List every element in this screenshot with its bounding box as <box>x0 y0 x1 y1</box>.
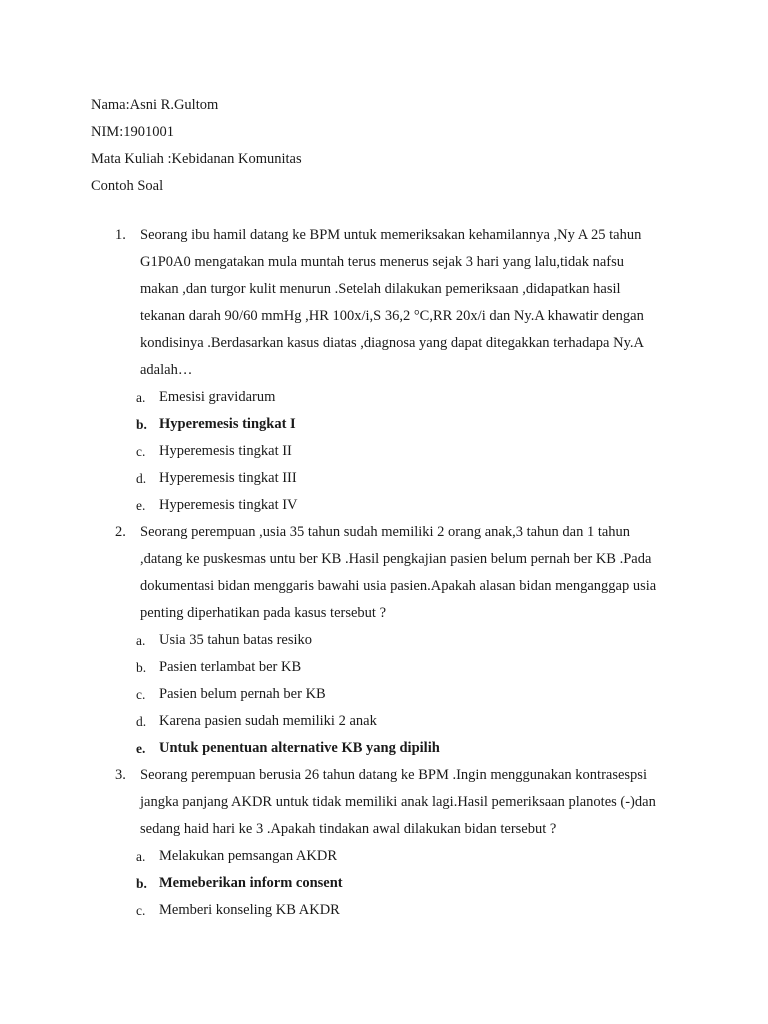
answer-option <box>0 492 768 519</box>
student-nim: NIM:1901001 <box>91 124 174 140</box>
student-header <box>91 92 302 200</box>
option-text: Hyperemesis tingkat III <box>159 470 297 486</box>
option-letter: e. <box>136 498 146 513</box>
option-text: Memeberikan inform consent <box>159 875 343 891</box>
answer-option <box>0 843 768 870</box>
question-text-line: G1P0A0 mengatakan mula muntah terus menerus sejak 3 hari yang lalu,tidak nafsu <box>140 254 625 270</box>
option-letter: d. <box>136 471 147 486</box>
answer-option <box>0 438 768 465</box>
question-list <box>0 222 768 924</box>
question-3 <box>0 762 768 924</box>
option-text: Hyperemesis tingkat II <box>159 443 292 459</box>
answer-options <box>0 384 768 519</box>
option-letter: e. <box>136 741 146 756</box>
option-text: Usia 35 tahun batas resiko <box>159 632 313 648</box>
option-text: Memberi konseling KB AKDR <box>159 902 340 918</box>
answer-options <box>0 843 768 924</box>
question-text-line: sedang haid hari ke 3 .Apakah tindakan awal dilakukan bidan tersebut ? <box>140 821 557 837</box>
option-text: Melakukan pemsangan AKDR <box>159 848 337 864</box>
question-text-line: makan ,dan turgor kulit menurun .Setelah dilakukan pemeriksaan ,didapatkan hasil <box>140 281 621 297</box>
question-text-line: Seorang perempuan berusia 26 tahun datang ke BPM .Ingin menggunakan kontrasespsi <box>140 767 647 783</box>
answer-option <box>0 465 768 492</box>
option-text: Pasien belum pernah ber KB <box>159 686 326 702</box>
answer-option <box>0 627 768 654</box>
option-letter: b. <box>136 660 147 675</box>
option-letter: a. <box>136 390 146 405</box>
question-text-line: Seorang ibu hamil datang ke BPM untuk memeriksakan kehamilannya ,Ny A 25 tahun <box>140 227 642 243</box>
question-text-line: kondisinya .Berdasarkan kasus diatas ,diagnosa yang dapat ditegakkan terhadapa Ny.A <box>140 335 644 351</box>
option-text: Hyperemesis tingkat I <box>159 416 296 432</box>
option-text: Karena pasien sudah memiliki 2 anak <box>159 713 377 729</box>
answer-option-correct <box>0 411 768 438</box>
answer-options <box>0 627 768 762</box>
question-text <box>140 222 680 384</box>
answer-option-correct <box>0 735 768 762</box>
answer-option <box>0 681 768 708</box>
option-letter: c. <box>136 444 146 459</box>
question-text-line: dokumentasi bidan menggaris bawahi usia pasien.Apakah alasan bidan menganggap usia <box>140 578 657 594</box>
question-text-line: penting diperhatikan pada kasus tersebut ? <box>140 605 387 621</box>
option-letter: a. <box>136 633 146 648</box>
option-letter: b. <box>136 876 147 891</box>
answer-option <box>0 654 768 681</box>
option-text: Hyperemesis tingkat IV <box>159 497 298 513</box>
course-name: Mata Kuliah :Kebidanan Komunitas <box>91 151 302 167</box>
answer-option <box>0 384 768 411</box>
question-text-line: jangka panjang AKDR untuk tidak memiliki anak lagi.Hasil pemeriksaan planotes (-)dan <box>140 794 656 810</box>
student-name: Nama:Asni R.Gultom <box>91 97 219 113</box>
document-title: Contoh Soal <box>91 178 164 194</box>
option-letter: c. <box>136 903 146 918</box>
question-1 <box>0 222 768 519</box>
option-letter: d. <box>136 714 147 729</box>
question-2 <box>0 519 768 762</box>
question-number: 1. <box>115 227 126 243</box>
question-text <box>140 762 680 843</box>
question-number: 2. <box>115 524 126 540</box>
question-number: 3. <box>115 767 126 783</box>
answer-option <box>0 897 768 924</box>
option-text: Emesisi gravidarum <box>159 389 276 405</box>
answer-option-correct <box>0 870 768 897</box>
question-text-line: ,datang ke puskesmas untu ber KB .Hasil pengkajian pasien belum pernah ber KB .Pada <box>140 551 652 567</box>
question-text <box>140 519 680 627</box>
option-text: Untuk penentuan alternative KB yang dipilih <box>159 740 440 756</box>
option-letter: b. <box>136 417 147 432</box>
option-letter: a. <box>136 849 146 864</box>
option-text: Pasien terlambat ber KB <box>159 659 302 675</box>
answer-option <box>0 708 768 735</box>
question-text-line: Seorang perempuan ,usia 35 tahun sudah memiliki 2 orang anak,3 tahun dan 1 tahun <box>140 524 631 540</box>
option-letter: c. <box>136 687 146 702</box>
question-text-line: tekanan darah 90/60 mmHg ,HR 100x/i,S 36,2 °C,RR 20x/i dan Ny.A khawatir dengan <box>140 308 644 324</box>
question-text-line: adalah… <box>140 362 193 378</box>
